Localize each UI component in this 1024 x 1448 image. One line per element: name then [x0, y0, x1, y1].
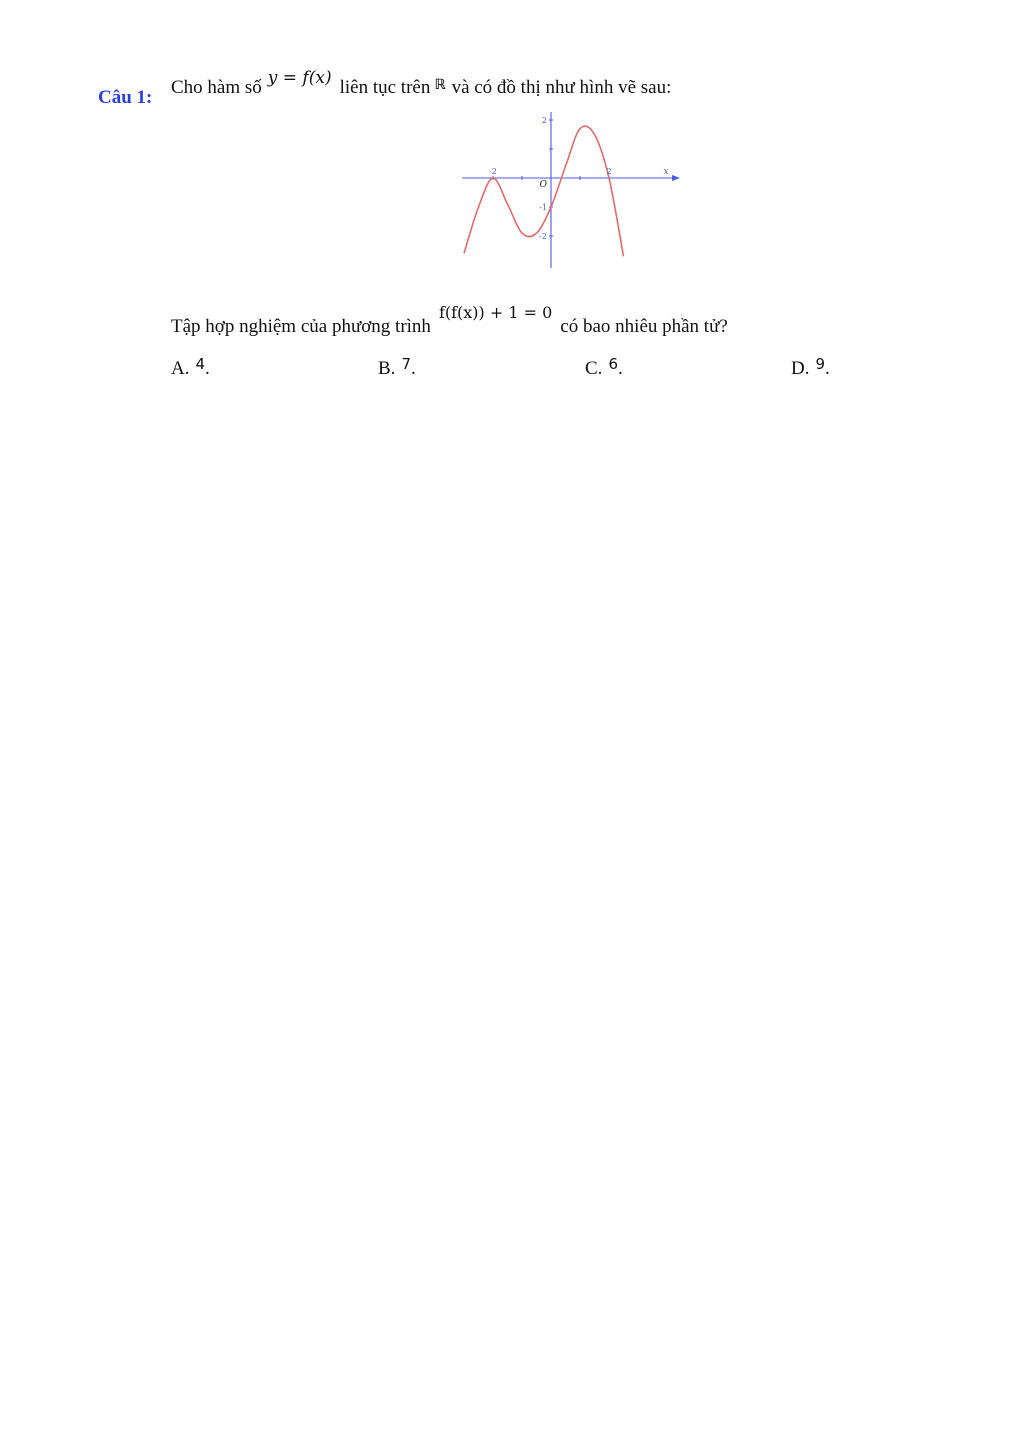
reals-symbol: ℝ: [434, 77, 446, 93]
prompt-text-b: có bao nhiêu phần tử?: [560, 316, 728, 337]
intro-text-c: và có đồ thị như hình vẽ sau:: [451, 77, 672, 98]
x-axis-arrow: [672, 175, 680, 181]
choice-letter: B.: [378, 358, 396, 379]
tick-label-y-neg1: -1: [539, 203, 547, 212]
prompt-text-a: Tập hợp nghiệm của phương trình: [171, 316, 431, 337]
question-prompt: [171, 303, 728, 338]
equation: f(f(x)) + 1 = 0: [438, 303, 553, 322]
choice-suffix: .: [410, 358, 416, 379]
question-number: Câu 1:: [98, 87, 153, 108]
choice-a[interactable]: [171, 355, 210, 380]
question-intro: [171, 68, 672, 99]
function-graph: [448, 110, 688, 272]
choice-suffix: .: [617, 358, 623, 379]
intro-text-a: Cho hàm số: [171, 77, 262, 98]
choice-d[interactable]: [791, 355, 830, 380]
choice-value: 7: [401, 355, 411, 373]
choice-b[interactable]: [378, 355, 416, 380]
tick-label-x-2: 2: [606, 167, 612, 176]
choice-suffix: .: [205, 358, 210, 379]
choice-letter: C.: [585, 358, 603, 379]
choice-suffix: .: [825, 358, 830, 379]
tick-label-y-neg2: -2: [539, 232, 547, 241]
choice-value: 6: [608, 355, 618, 373]
choice-c[interactable]: [585, 355, 623, 380]
choice-value: 4: [195, 355, 206, 373]
choice-value: 9: [815, 355, 826, 373]
x-axis-label: x: [663, 167, 669, 177]
origin-label: O: [539, 180, 547, 190]
intro-text-b: liên tục trên: [339, 77, 431, 98]
choice-letter: A.: [171, 358, 190, 379]
tick-label-y-2: 2: [541, 116, 547, 125]
function-expression: y = f(x): [267, 68, 332, 88]
tick-label-x-neg2: -2: [489, 167, 497, 176]
choice-letter: D.: [791, 358, 810, 379]
